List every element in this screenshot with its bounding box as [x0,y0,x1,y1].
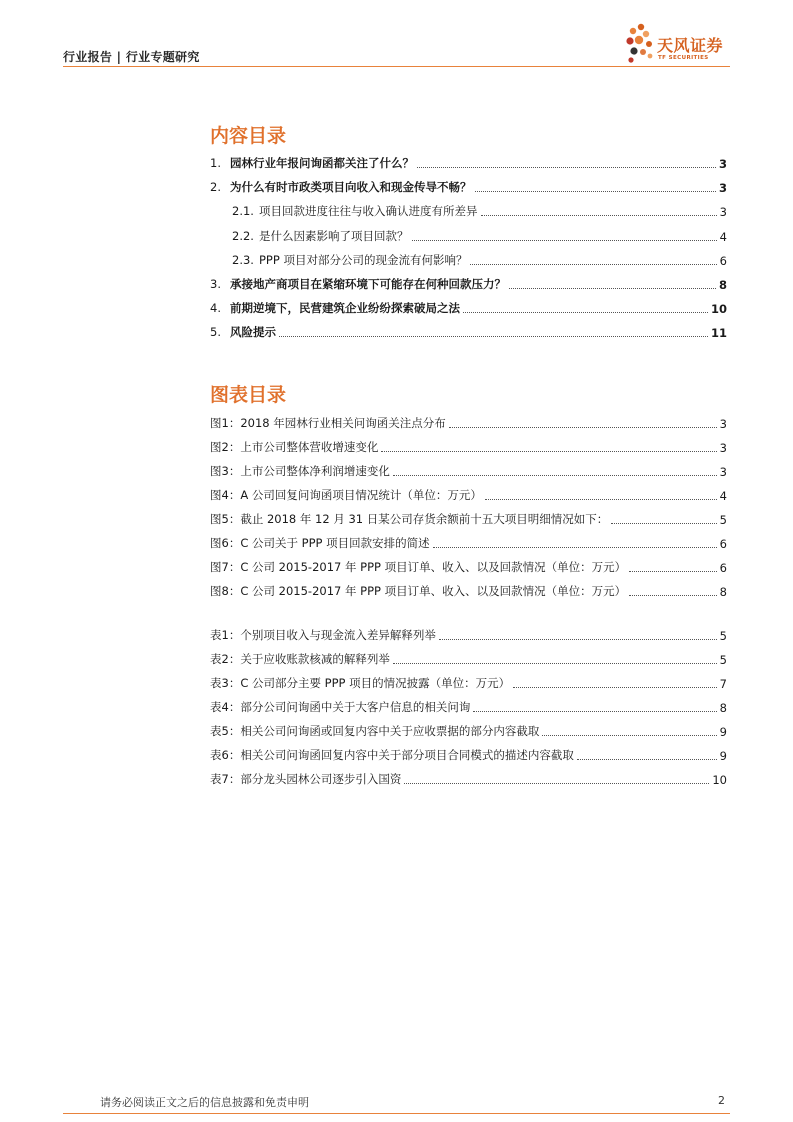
figure-item-page: 3 [719,417,727,431]
figure-item-page: 6 [719,561,727,575]
table-item-label: 表7：部分龙头园林公司逐步引入国资 [210,772,402,786]
dot-leader [417,166,716,168]
table-item-label: 表5：相关公司问询函或回复内容中关于应收票据的部分内容截取 [210,724,540,738]
table-item-label: 表4：部分公司问询函中关于大客户信息的相关问询 [210,700,471,714]
dot-leader [485,498,717,500]
toc-subitem[interactable]: 2.3. PPP 项目对部分公司的现金流有何影响？ 6 [232,253,727,268]
table-item-page: 9 [719,749,727,763]
toc-item-label: 是什么因素影响了项目回款？ [259,229,409,243]
figure-item[interactable] [210,437,727,455]
dot-leader [473,710,716,712]
figure-item[interactable] [210,485,727,503]
logo-wordmark: 天风证券 [657,36,724,55]
table-item-page: 5 [719,629,727,643]
figure-item[interactable] [210,461,727,479]
figure-item-page: 4 [719,489,727,503]
dot-leader [470,263,716,265]
toc-item-page: 3 [718,181,727,195]
dot-leader [433,546,717,548]
disclaimer-text: 请务必阅读正文之后的信息披露和免责申明 [100,1096,309,1109]
figure-item-page: 5 [719,513,727,527]
toc-item-label: 承接地产商项目在紧缩环境下可能存在何种回款压力？ [230,277,506,291]
table-item[interactable] [210,745,727,763]
toc-item-label: PPP 项目对部分公司的现金流有何影响？ [259,253,468,267]
dot-leader [463,311,708,313]
toc-item[interactable]: 4. 前期逆境下，民营建筑企业纷纷探索破局之法 10 [210,301,727,316]
toc-item-label: 前期逆境下，民营建筑企业纷纷探索破局之法 [230,301,460,315]
dot-leader [481,214,717,216]
toc-item[interactable]: 1. 园林行业年报问询函都关注了什么？ 3 [210,156,727,171]
table-item[interactable] [210,769,727,787]
table-item-label: 表6：相关公司问询函回复内容中关于部分项目合同模式的描述内容截取 [210,748,574,762]
table-item-label: 表1：个别项目收入与现金流入差异解释列举 [210,628,436,642]
toc-subitem[interactable]: 2.2. 是什么因素影响了项目回款？ 4 [232,229,727,244]
dot-leader [449,426,717,428]
table-item-page: 9 [719,725,727,739]
toc-item-page: 8 [718,278,727,292]
dot-leader [412,239,717,241]
figure-item-page: 6 [719,537,727,551]
figure-item[interactable] [210,413,727,431]
header-divider [63,66,730,67]
toc-item-page: 10 [710,302,727,316]
toc-item-label: 风险提示 [230,325,276,339]
toc-item[interactable]: 3. 承接地产商项目在紧缩环境下可能存在何种回款压力？ 8 [210,277,727,292]
dot-leader [542,734,716,736]
figure-item-page: 3 [719,465,727,479]
toc-item-page: 11 [710,326,727,340]
figures-title: 图表目录 [210,384,287,406]
figure-item-label: 图7：C 公司 2015-2017 年 PPP 项目订单、收入、以及回款情况（单位：万元） [210,560,627,574]
dot-leader [513,686,717,688]
figure-item[interactable] [210,557,727,575]
figure-item-label: 图3：上市公司整体净利润增速变化 [210,464,390,478]
dot-leader [393,474,717,476]
figure-item-page: 8 [719,585,727,599]
figure-item-label: 图2：上市公司整体营收增速变化 [210,440,379,454]
dot-leader [404,782,709,784]
table-item-page: 8 [719,701,727,715]
toc-item-page: 3 [719,205,727,219]
table-item-label: 表2：关于应收账款核减的解释列举 [210,652,390,666]
toc-subitem[interactable]: 2.1. 项目回款进度往往与收入确认进度有所差异 3 [232,204,727,219]
figure-item-label: 图5：截止 2018 年 12 月 31 日某公司存货余额前十五大项目明细情况如下： [210,512,609,526]
dot-leader [279,335,708,337]
toc-item[interactable]: 2. 为什么有时市政类项目向收入和现金传导不畅？ 3 [210,180,727,195]
table-item-page: 7 [719,677,727,691]
dot-leader [629,570,717,572]
table-item[interactable] [210,673,727,691]
toc-item-page: 4 [719,230,727,244]
toc-item-page: 6 [719,254,727,268]
figure-item[interactable] [210,509,727,527]
figure-item-label: 图6：C 公司关于 PPP 项目回款安排的简述 [210,536,430,550]
dot-leader [381,450,716,452]
figure-item-label: 图1：2018 年园林行业相关问询函关注点分布 [210,416,446,430]
dot-leader [629,594,717,596]
logo-subtitle: TF SECURITIES [658,55,709,61]
page-number: 2 [718,1094,725,1107]
table-item[interactable] [210,697,727,715]
toc-item-label: 项目回款进度往往与收入确认进度有所差异 [259,204,478,218]
figure-item-label: 图4：A 公司回复问询函项目情况统计（单位：万元） [210,488,482,502]
figure-item-label: 图8：C 公司 2015-2017 年 PPP 项目订单、收入、以及回款情况（单位：万元） [210,584,627,598]
toc-item[interactable]: 5. 风险提示 11 [210,325,727,340]
contents-title: 内容目录 [210,125,287,147]
toc-item-label: 园林行业年报问询函都关注了什么？ [230,156,414,170]
report-category: 行业报告 | 行业专题研究 [63,50,200,64]
figure-item-page: 3 [719,441,727,455]
toc-item-page: 3 [718,157,727,171]
table-item[interactable] [210,625,727,643]
dot-leader [611,522,716,524]
table-item-label: 表3：C 公司部分主要 PPP 项目的情况披露（单位：万元） [210,676,511,690]
table-item-page: 10 [712,773,727,787]
table-item[interactable] [210,721,727,739]
dot-leader [509,287,716,289]
dot-leader [393,662,717,664]
dot-leader [439,638,717,640]
figure-item[interactable] [210,581,727,599]
toc-item-label: 为什么有时市政类项目向收入和现金传导不畅？ [230,180,472,194]
table-item[interactable] [210,649,727,667]
table-item-page: 5 [719,653,727,667]
dot-leader [577,758,717,760]
dot-leader [475,190,716,192]
figure-item[interactable] [210,533,727,551]
footer-divider [63,1113,730,1114]
